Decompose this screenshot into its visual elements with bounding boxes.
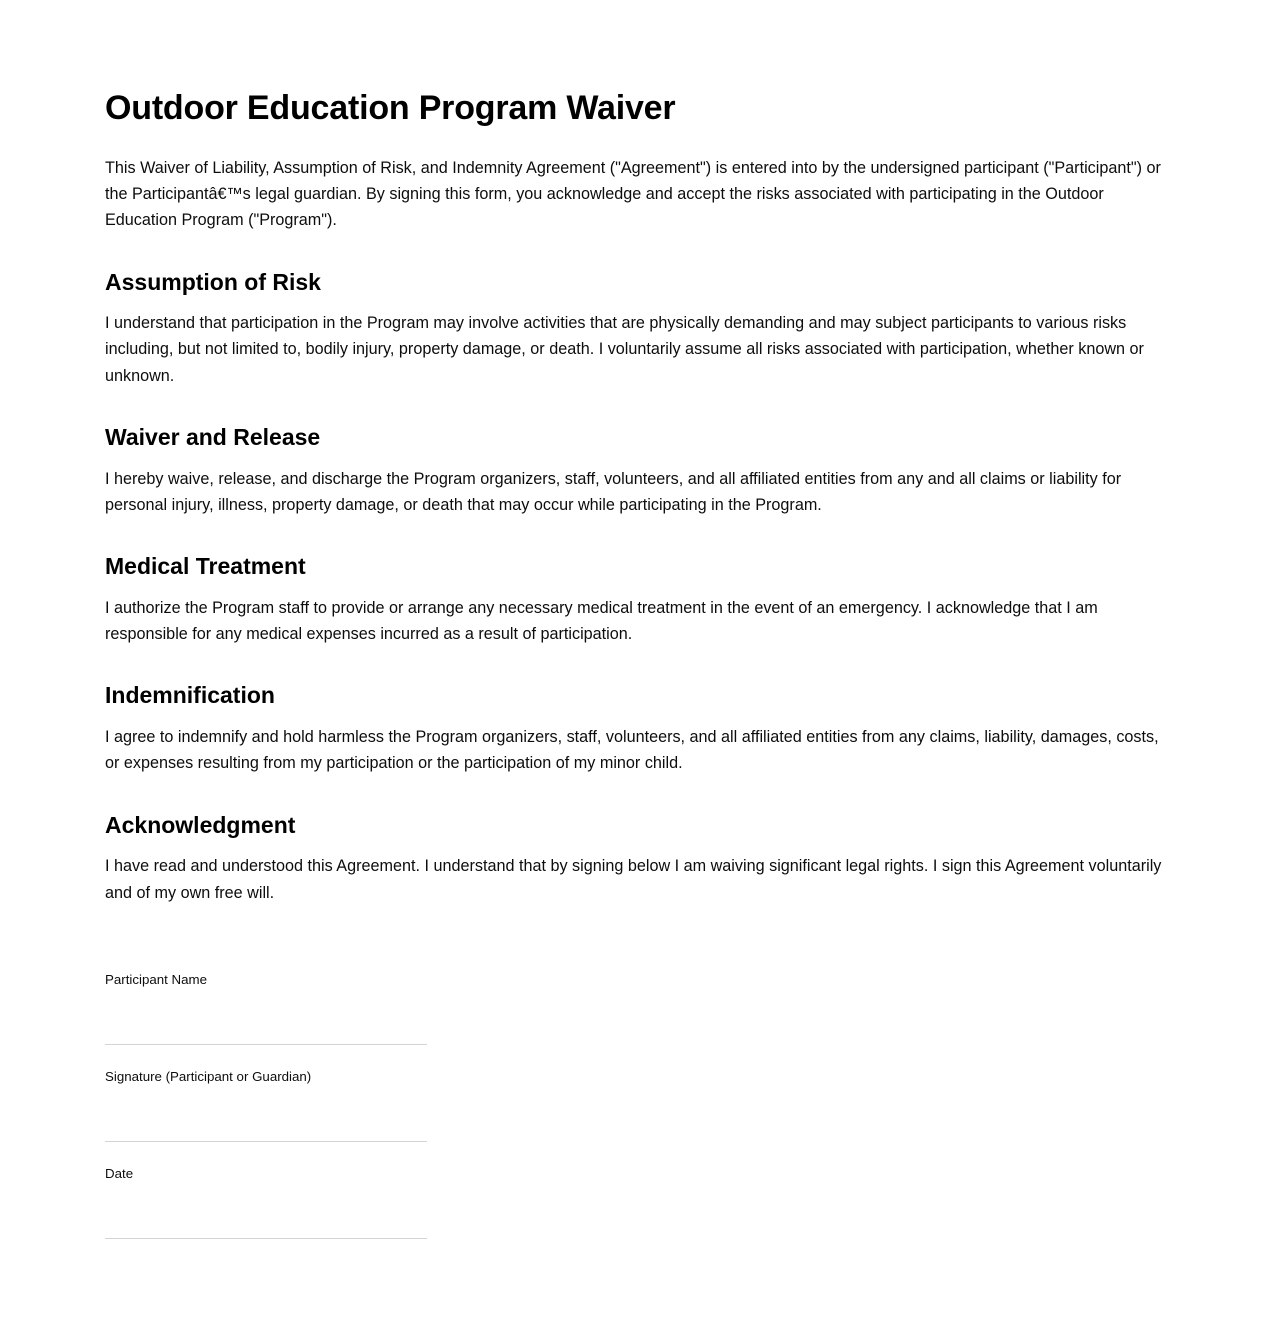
section-body: I understand that participation in the Program may involve activities that are physically demanding and may subject participants to various risks including, but not limited to, bodily injury, property damage, or death. I voluntarily assume all risks associated with participation, whether known or unknown. bbox=[105, 314, 1144, 385]
date-field[interactable] bbox=[105, 1164, 1175, 1239]
signature-input[interactable] bbox=[105, 1087, 1175, 1141]
participant-name-input[interactable] bbox=[105, 990, 1175, 1044]
signature-field[interactable] bbox=[105, 1067, 1175, 1142]
section-body: I have read and understood this Agreement. I understand that by signing below I am waiving significant legal rights. I sign this Agreement voluntarily and of my own free will. bbox=[105, 857, 1162, 902]
date-input[interactable] bbox=[105, 1184, 1175, 1238]
section-acknowledgment bbox=[105, 811, 1175, 906]
signature-label: Signature (Participant or Guardian) bbox=[105, 1068, 312, 1084]
intro-paragraph: This Waiver of Liability, Assumption of Risk, and Indemnity Agreement ("Agreement") is entered into by the undersigned participant ("Participant") or the Participantâ€™s legal guardian. By signing this form, you acknowledge and accept the risks associated with participating in the Outdoor Education Program ("Program"). bbox=[105, 158, 1161, 230]
date-label: Date bbox=[105, 1165, 134, 1181]
section-waiver-and-release bbox=[105, 423, 1175, 518]
section-body: I authorize the Program staff to provide or arrange any necessary medical treatment in the event of an emergency. I acknowledge that I am responsible for any medical expenses incurred as a result of participation. bbox=[105, 598, 1098, 644]
participant-name-label: Participant Name bbox=[105, 971, 207, 987]
page-title: Outdoor Education Program Waiver bbox=[105, 89, 676, 127]
section-assumption-of-risk bbox=[105, 268, 1175, 389]
signature-area bbox=[105, 970, 1175, 1239]
section-body: I agree to indemnify and hold harmless the Program organizers, staff, volunteers, and all affiliated entities from any claims, liability, damages, costs, or expenses resulting from my participation or the participation of my minor child. bbox=[105, 728, 1159, 773]
section-medical-treatment bbox=[105, 552, 1175, 647]
section-heading: Acknowledgment bbox=[105, 811, 296, 838]
participant-name-field[interactable] bbox=[105, 970, 1175, 1045]
section-body: I hereby waive, release, and discharge the Program organizers, staff, volunteers, and all affiliated entities from any and all claims or liability for personal injury, illness, property damage, or death that may occur while participating in the Program. bbox=[105, 469, 1122, 514]
section-heading: Indemnification bbox=[105, 682, 275, 709]
participant-name-rule bbox=[105, 1044, 427, 1045]
section-heading: Waiver and Release bbox=[105, 423, 321, 450]
section-heading: Assumption of Risk bbox=[105, 268, 321, 295]
section-indemnification bbox=[105, 681, 1175, 776]
date-rule bbox=[105, 1238, 427, 1239]
section-heading: Medical Treatment bbox=[105, 553, 306, 580]
signature-rule bbox=[105, 1141, 427, 1142]
